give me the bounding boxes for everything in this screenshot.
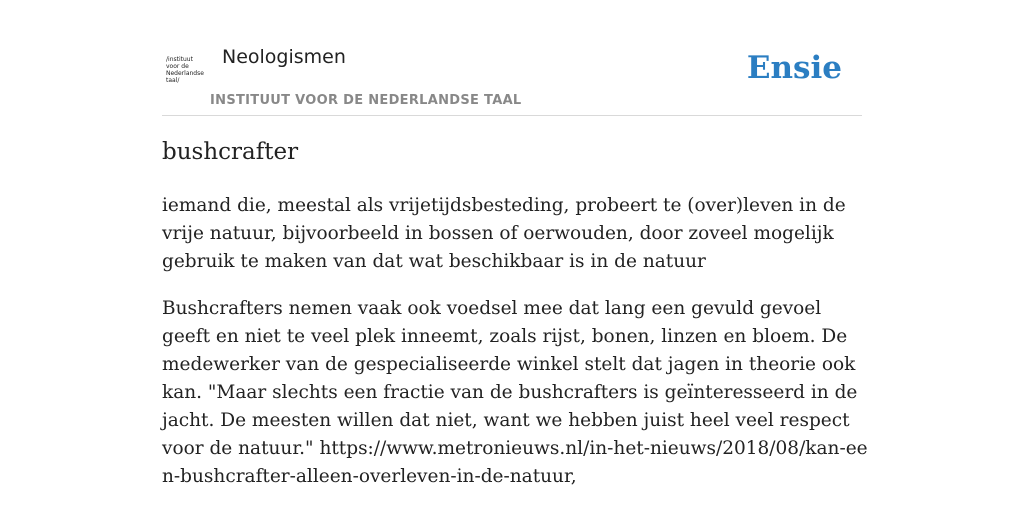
site-subtitle: INSTITUUT VOOR DE NEDERLANDSE TAAL <box>210 93 522 108</box>
site-header <box>162 40 862 116</box>
ensie-logo[interactable]: Ensie <box>746 50 842 86</box>
entry-example <box>162 295 872 491</box>
entry-definition: iemand die, meestal als vrijetijdsbesteding, probeert te (over)leven in de vrije natuur, bijvoorbeeld in bossen of oerwouden, door zoveel mogelijk gebruik te maken van dat wat beschikbaar is in de natuur <box>162 195 846 272</box>
logo-line: voor de <box>166 63 189 70</box>
ivdnt-logo[interactable] <box>166 56 214 84</box>
entry-word: bushcrafter <box>162 139 299 165</box>
logo-line: Nederlandse <box>166 70 204 77</box>
site-title: Neologismen <box>222 46 346 68</box>
example-source-url: https://www.metronieuws.nl/in-het-nieuws/2018/08/kan-een-bushcrafter-alleen-overleven-in-de-natuur, <box>162 438 868 487</box>
example-text: Bushcrafters nemen vaak ook voedsel mee dat lang een gevuld gevoel geeft en niet te veel plek inneemt, zoals rijst, bonen, linzen en bloem. De medewerker van de gespecialiseerde winkel stelt dat jagen in theorie ook kan. "Maar slechts een fractie van de bushcrafters is geïnteresseerd in de jacht. De meesten willen dat niet, want we hebben juist heel veel respect voor de natuur." <box>162 298 858 459</box>
logo-line: /instituut <box>166 56 193 63</box>
logo-line: taal/ <box>166 77 180 84</box>
